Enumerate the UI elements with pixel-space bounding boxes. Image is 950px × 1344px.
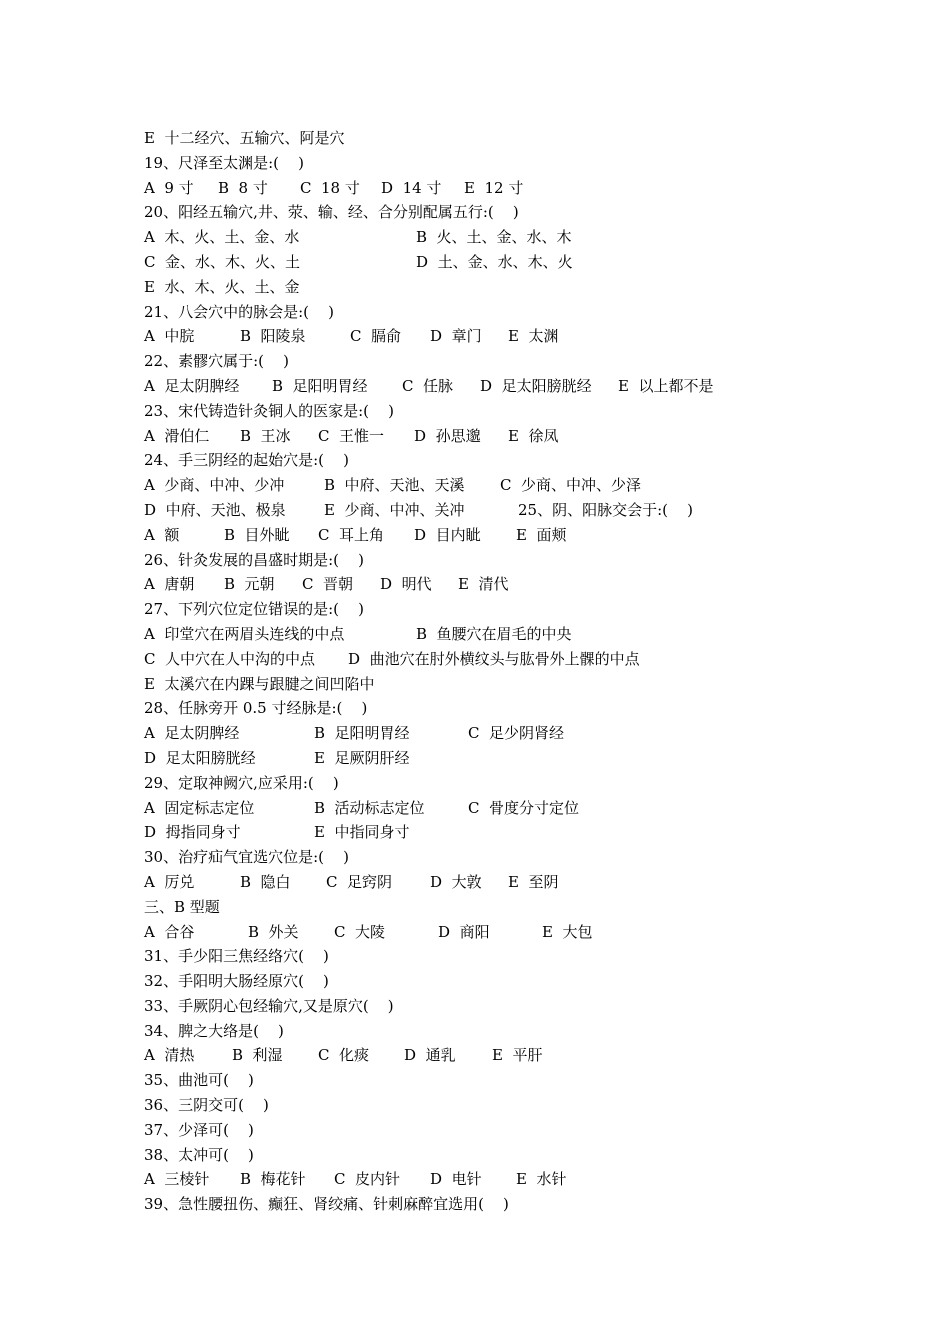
text-segment: E 中指同身寸 — [314, 823, 410, 842]
text-segment: 23、宋代铸造针灸铜人的医家是:( ) — [144, 401, 394, 420]
text-segment: 三、B 型题 — [144, 897, 220, 916]
text-segment: C 少商、中冲、少泽 — [500, 476, 642, 495]
text-segment: A 厉兑 — [144, 872, 195, 891]
text-line — [144, 399, 844, 424]
text-segment: C 足窍阴 — [326, 872, 393, 891]
text-segment: 26、针灸发展的昌盛时期是:( ) — [144, 550, 364, 569]
text-segment: E 面颊 — [516, 525, 567, 544]
text-segment: B 王冰 — [240, 426, 291, 445]
text-segment: A 清热 — [144, 1046, 195, 1065]
text-segment: D 电针 — [430, 1170, 482, 1189]
text-segment: E 少商、中冲、关冲 — [324, 500, 465, 519]
text-segment: C 晋朝 — [302, 575, 354, 594]
text-line — [144, 498, 844, 523]
text-segment: D 明代 — [380, 575, 432, 594]
text-line — [144, 1143, 844, 1168]
text-line — [144, 920, 844, 945]
text-segment: C 王惟一 — [318, 426, 385, 445]
text-line — [144, 572, 844, 597]
text-segment: 39、急性腰扭伤、癫狂、肾绞痛、针刺麻醉宜选用( ) — [144, 1195, 509, 1214]
text-segment: A 足太阴脾经 — [144, 724, 240, 743]
text-segment: D 商阳 — [438, 922, 490, 941]
text-segment: 31、手少阳三焦经络穴( ) — [144, 947, 329, 966]
text-segment: D 拇指同身寸 — [144, 823, 241, 842]
text-line — [144, 349, 844, 374]
text-line — [144, 448, 844, 473]
text-segment: D 目内眦 — [414, 525, 481, 544]
text-segment: B 目外眦 — [224, 525, 290, 544]
text-segment: A 中脘 — [144, 327, 195, 346]
text-line — [144, 771, 844, 796]
text-segment: B 利湿 — [232, 1046, 283, 1065]
text-segment: B 8 寸 — [218, 178, 268, 197]
text-line — [144, 374, 844, 399]
text-segment: D 通乳 — [404, 1046, 456, 1065]
text-segment: A 木、火、土、金、水 — [144, 228, 300, 247]
text-segment: 24、手三阴经的起始穴是:( ) — [144, 451, 349, 470]
text-segment: A 唐朝 — [144, 575, 195, 594]
text-line — [144, 473, 844, 498]
text-segment: E 12 寸 — [464, 178, 524, 197]
text-segment: A 印堂穴在两眉头连线的中点 — [144, 624, 345, 643]
text-segment: 29、定取神阙穴,应采用:( ) — [144, 773, 339, 792]
text-segment: B 活动标志定位 — [314, 798, 425, 817]
text-segment: D 孙思邈 — [414, 426, 481, 445]
text-segment: C 足少阴肾经 — [468, 724, 565, 743]
text-segment: 27、下列穴位定位错误的是:( ) — [144, 600, 364, 619]
text-segment: C 皮内针 — [334, 1170, 401, 1189]
text-line — [144, 250, 844, 275]
text-segment: A 滑伯仁 — [144, 426, 210, 445]
text-segment: E 太溪穴在内踝与跟腱之间凹陷中 — [144, 674, 375, 693]
text-segment: D 章门 — [430, 327, 482, 346]
text-segment: 33、手厥阴心包经输穴,又是原穴( ) — [144, 996, 394, 1015]
text-line — [144, 721, 844, 746]
text-segment: D 曲池穴在肘外横纹头与肱骨外上髁的中点 — [348, 649, 640, 668]
text-segment: A 少商、中冲、少冲 — [144, 476, 285, 495]
text-segment: C 18 寸 — [300, 178, 360, 197]
text-line — [144, 176, 844, 201]
text-segment: B 隐白 — [240, 872, 291, 891]
text-segment: E 水针 — [516, 1170, 567, 1189]
text-segment: A 固定标志定位 — [144, 798, 255, 817]
text-segment: D 足太阳膀胱经 — [144, 748, 256, 767]
text-segment: B 阳陵泉 — [240, 327, 306, 346]
text-line — [144, 672, 844, 697]
text-line — [144, 1019, 844, 1044]
text-segment: B 外关 — [248, 922, 299, 941]
text-segment: 22、素髎穴属于:( ) — [144, 352, 289, 371]
text-segment: 25、阴、阳脉交会于:( ) — [518, 500, 693, 519]
text-line — [144, 275, 844, 300]
text-segment: D 大敦 — [430, 872, 482, 891]
text-segment: 20、阳经五输穴,井、荥、输、经、合分别配属五行:( ) — [144, 203, 519, 222]
text-line — [144, 324, 844, 349]
text-line — [144, 1118, 844, 1143]
text-segment: 21、八会穴中的脉会是:( ) — [144, 302, 334, 321]
text-segment: E 徐凤 — [508, 426, 559, 445]
text-segment: A 足太阴脾经 — [144, 376, 240, 395]
text-line — [144, 746, 844, 771]
text-line — [144, 820, 844, 845]
text-line — [144, 597, 844, 622]
text-line — [144, 523, 844, 548]
text-segment: B 元朝 — [224, 575, 275, 594]
text-segment: E 至阴 — [508, 872, 559, 891]
text-segment: 37、少泽可( ) — [144, 1120, 254, 1139]
text-segment: E 平肝 — [492, 1046, 543, 1065]
text-line — [144, 1093, 844, 1118]
text-segment: 35、曲池可( ) — [144, 1071, 254, 1090]
text-line — [144, 696, 844, 721]
text-line — [144, 1167, 844, 1192]
text-line — [144, 300, 844, 325]
text-line — [144, 1043, 844, 1068]
text-segment: B 梅花针 — [240, 1170, 306, 1189]
text-segment: E 太渊 — [508, 327, 559, 346]
text-segment: A 额 — [144, 525, 180, 544]
text-line — [144, 647, 844, 672]
text-line — [144, 225, 844, 250]
text-segment: D 足太阳膀胱经 — [480, 376, 592, 395]
text-segment: D 中府、天池、极泉 — [144, 500, 286, 519]
text-segment: A 9 寸 — [144, 178, 194, 197]
text-segment: 36、三阴交可( ) — [144, 1096, 269, 1115]
text-line — [144, 126, 844, 151]
text-line — [144, 845, 844, 870]
text-segment: 34、脾之大络是( ) — [144, 1021, 284, 1040]
text-segment: E 清代 — [458, 575, 509, 594]
text-line — [144, 895, 844, 920]
text-segment: C 膈俞 — [350, 327, 402, 346]
text-segment: C 化痰 — [318, 1046, 370, 1065]
text-line — [144, 151, 844, 176]
text-segment: C 人中穴在人中沟的中点 — [144, 649, 316, 668]
text-segment: B 中府、天池、天溪 — [324, 476, 465, 495]
text-segment: E 水、木、火、土、金 — [144, 277, 300, 296]
text-segment: 32、手阳明大肠经原穴( ) — [144, 972, 329, 991]
text-segment: 19、尺泽至太渊是:( ) — [144, 153, 304, 172]
text-segment: 30、治疗疝气宜选穴位是:( ) — [144, 848, 349, 867]
text-line — [144, 1192, 844, 1217]
text-line — [144, 424, 844, 449]
text-line — [144, 994, 844, 1019]
text-line — [144, 944, 844, 969]
text-line — [144, 870, 844, 895]
text-line — [144, 548, 844, 573]
text-segment: D 土、金、水、木、火 — [416, 252, 573, 271]
text-segment: C 耳上角 — [318, 525, 385, 544]
text-segment: A 合谷 — [144, 922, 195, 941]
text-line — [144, 1068, 844, 1093]
text-segment: 38、太冲可( ) — [144, 1145, 254, 1164]
text-segment: C 金、水、木、火、土 — [144, 252, 301, 271]
text-segment: 28、任脉旁开 0.5 寸经脉是:( ) — [144, 699, 368, 718]
text-line — [144, 796, 844, 821]
text-segment: C 大陵 — [334, 922, 386, 941]
document-body — [144, 126, 844, 1217]
text-segment: B 足阳明胃经 — [314, 724, 410, 743]
text-line — [144, 969, 844, 994]
text-segment: E 足厥阴肝经 — [314, 748, 410, 767]
text-segment: B 鱼腰穴在眉毛的中央 — [416, 624, 572, 643]
text-segment: E 大包 — [542, 922, 593, 941]
text-segment: C 骨度分寸定位 — [468, 798, 580, 817]
text-segment: D 14 寸 — [381, 178, 442, 197]
text-segment: C 任脉 — [402, 376, 454, 395]
text-line — [144, 622, 844, 647]
text-segment: E 以上都不是 — [618, 376, 714, 395]
text-segment: E 十二经穴、五输穴、阿是穴 — [144, 129, 345, 147]
text-segment: A 三棱针 — [144, 1170, 210, 1189]
text-segment: B 火、土、金、水、木 — [416, 228, 572, 247]
text-line — [144, 200, 844, 225]
text-segment: B 足阳明胃经 — [272, 376, 368, 395]
